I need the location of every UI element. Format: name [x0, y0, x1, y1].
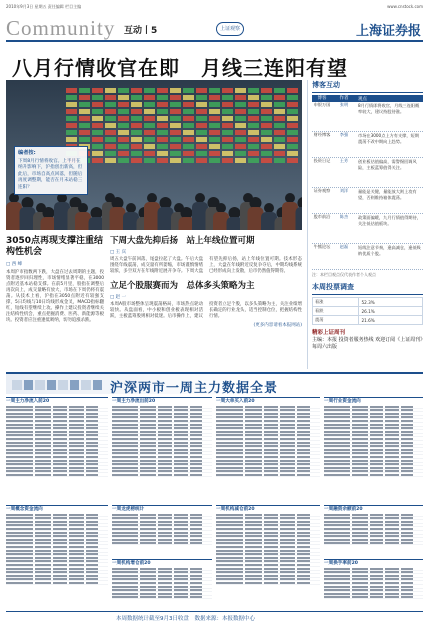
data-table	[112, 505, 212, 557]
footer-text: 本周数据统计截至9月3日收盘 数据来源：本报数据中心	[116, 616, 256, 622]
section-badge: 上证观察	[216, 22, 244, 36]
ad-text: 主编：本报 投资者服务热线 欢迎订阅《上证周刊》每周六出版	[312, 337, 423, 350]
banner-title: 沪深两市一周主力数据全景	[110, 381, 279, 396]
data-table-title: 一周行业资金流向	[324, 399, 361, 404]
data-table	[216, 397, 320, 501]
sidebar-row	[312, 102, 423, 132]
sidebar-row-view: 短线注意节奏，逢高减仓，逢低吸纳优质个股。	[358, 245, 421, 256]
col-blog: 博客	[317, 96, 327, 101]
masthead	[6, 14, 423, 42]
vote-label: 看涨	[313, 298, 359, 307]
sidebar-row-view: 量能是关键，量能放大则上攻有望，否则维持箱体震荡。	[358, 189, 417, 200]
issue-line	[6, 4, 423, 12]
data-tables-grid	[6, 397, 423, 609]
sidebar-row-view: 市场在3000点上方有支撑，短期震荡不改中期向上趋势。	[358, 133, 419, 144]
sidebar-row-author: 刘洋	[339, 188, 349, 193]
section-word: Community	[6, 16, 116, 40]
sidebar-table-header	[312, 95, 423, 102]
left-article-body: 本周沪市指数两下跌，大盘在过去周期的主题，投资者逐步回归理性，市场情绪显著平稳，在3000点附近基本站稳支撑。在前5月里，股指在调整后再次向上，成交量略有放大，市场在下周仍将有震荡。从技术上看，沪指在3050点附近有较强支撑，5日均线与10日均线形成金叉，MACD指标翻红，短线有望继续上攻。操作上建议投资者继续关注结构性机会，重点把握消费、医药、新能源等板块。投资者应注重逢低吸纳，切勿追涨杀跌。	[6, 270, 104, 323]
sidebar-row-blog: 牛熊论坛	[313, 244, 331, 249]
data-table-title: 一周龙虎榜统计	[112, 507, 145, 512]
sidebar-row-author: 王芳	[339, 158, 349, 163]
middle-byline-1: □ 王 宾	[110, 250, 127, 255]
ad-title: 精彩上证周刊	[312, 330, 346, 336]
sidebar-row	[312, 188, 423, 214]
data-table-row	[324, 596, 423, 600]
data-table-title: 一周大单买入前20	[216, 399, 255, 404]
sidebar-row-author: 陈杰	[339, 214, 349, 219]
sidebar-ad	[312, 330, 423, 351]
data-table	[216, 505, 320, 609]
issue-line-right: www.cnstock.com	[387, 4, 423, 9]
sidebar-row-blog: 股市前沿	[313, 214, 331, 219]
col-view: 观点	[358, 97, 367, 102]
trading-floor-photo	[6, 80, 302, 230]
data-table-title: 一周机构增仓前20	[112, 561, 151, 566]
sidebar-row-view: 政策面偏暖，九月行情值得期待，关注低估值板块。	[358, 215, 421, 226]
sidebar-table-body	[312, 102, 423, 270]
data-banner	[6, 372, 423, 394]
data-table	[6, 397, 108, 501]
photo-caption	[14, 146, 88, 195]
sidebar-row	[312, 158, 423, 188]
data-table-row	[112, 542, 212, 546]
vote-value: 52.3%	[359, 298, 423, 307]
data-table-row	[324, 473, 423, 477]
col-author: 作者	[339, 96, 349, 101]
sidebar-note: 注：本栏目观点仅代表作者个人观点	[312, 272, 376, 277]
sidebar-row	[312, 214, 423, 244]
data-table-title: 一周概念资金流向	[6, 507, 43, 512]
middle-body-1: 周五大盘午前回落，尾盘拉起了大盘。午后大盘围绕年线震荡，成交量有所萎缩，市场谨慎情绪较浓，多空双方在年线附近展开争夺。下周大盘有望先抑后扬，站上年线位置可期。技术形态上，大盘在年线附近反复争夺后，中期均线系统已经形成向上发散，后市仍然值得期待。	[110, 257, 302, 274]
data-table	[6, 505, 108, 609]
middle-body-2: 本周A股市场整体呈现震荡格局，市场热点轮动较快。从盘面看，中小板和创业板表现相对活跃，主板蓝筹股则相对低迷。后市操作上，建议投资者立足个股，以多头策略为主，关注业绩增长确定的行业龙头，适当控制仓位，把握结构性行情。	[110, 302, 302, 319]
photo-caption-text: 下周8月行情将收官。上半月在纳升影响下，沪指创出新高，但此后，市场自高点回落，但随后再度调整期，能否在月末站稳三连阳？	[18, 158, 83, 190]
data-table-row	[6, 581, 108, 585]
left-article	[6, 236, 104, 369]
page-footer	[6, 611, 423, 622]
vote-value: 21.6%	[359, 316, 423, 325]
data-table-title: 一周融资余额前20	[324, 507, 363, 512]
data-table-row	[216, 473, 320, 477]
sidebar-row-blog: 财经博客	[313, 132, 331, 137]
photo-caption-title: 编者按:	[18, 150, 36, 156]
middle-articles	[110, 236, 302, 369]
vote-label: 看跌	[313, 307, 359, 316]
data-table-title: 一周换手率前20	[324, 561, 358, 566]
data-table-row	[6, 473, 108, 477]
middle-footer-note: (更多内容请看本报网站)	[253, 323, 302, 328]
banner-decoration	[12, 380, 102, 390]
data-table	[324, 559, 423, 609]
vote-row	[313, 298, 423, 307]
vote-title: 本周投票调查	[312, 282, 423, 295]
data-table	[112, 397, 212, 501]
issue-line-left: 2010年9月3日 星期五 责任编辑 栏目主编	[6, 4, 82, 9]
data-table	[112, 559, 212, 609]
left-article-title: 3050点再现支撑注重结构性机会	[6, 236, 104, 257]
left-article-author: □ 西 峰	[6, 262, 23, 267]
vote-value: 26.1%	[359, 307, 423, 316]
sidebar-row-author: 赵磊	[339, 244, 349, 249]
middle-byline-2: □ 赵 一	[110, 295, 127, 300]
blog-sidebar	[307, 80, 423, 369]
data-table-row	[112, 596, 212, 600]
sidebar-row-author: 张明	[339, 102, 349, 107]
data-table	[324, 397, 423, 501]
middle-headline-1: 下周大盘先抑后扬 站上年线位置可期	[110, 236, 255, 246]
sidebar-row-blog: 申银万国	[313, 102, 331, 107]
data-table-title: 一周主力净流入前20	[6, 399, 50, 404]
data-table-title: 一周主力净流出前20	[112, 399, 156, 404]
sidebar-row-blog: 投资日记	[313, 158, 331, 163]
section-name: 互动丨5	[124, 26, 158, 36]
sidebar-row-view: 创业板估值偏高，需警惕回调风险，主板蓝筹值得关注。	[358, 159, 417, 170]
data-table-row	[216, 581, 320, 585]
paper-name: 上海证券报	[355, 24, 421, 39]
middle-headline-2: 立足个股服赛而为 总体多头策略为主	[110, 281, 255, 291]
sidebar-row	[312, 244, 423, 270]
sidebar-row-blog: 证券观察	[313, 188, 331, 193]
sidebar-row	[312, 132, 423, 158]
vote-table	[312, 297, 423, 325]
data-table-row	[324, 542, 423, 546]
data-table-row	[112, 473, 212, 477]
vote-row	[313, 316, 423, 325]
data-table-title: 一周机构减仓前20	[216, 507, 255, 512]
sidebar-row-author: 李强	[339, 132, 349, 137]
vote-label: 震荡	[313, 316, 359, 325]
sidebar-title: 博客互动	[312, 80, 423, 93]
page-headline: 八月行情收官在即 月线三连阳有望	[12, 56, 348, 80]
vote-row	[313, 307, 423, 316]
data-table	[324, 505, 423, 557]
sidebar-row-view: 8月行情即将收官，月线三连阳概率较大，建议持股待涨。	[358, 103, 420, 114]
